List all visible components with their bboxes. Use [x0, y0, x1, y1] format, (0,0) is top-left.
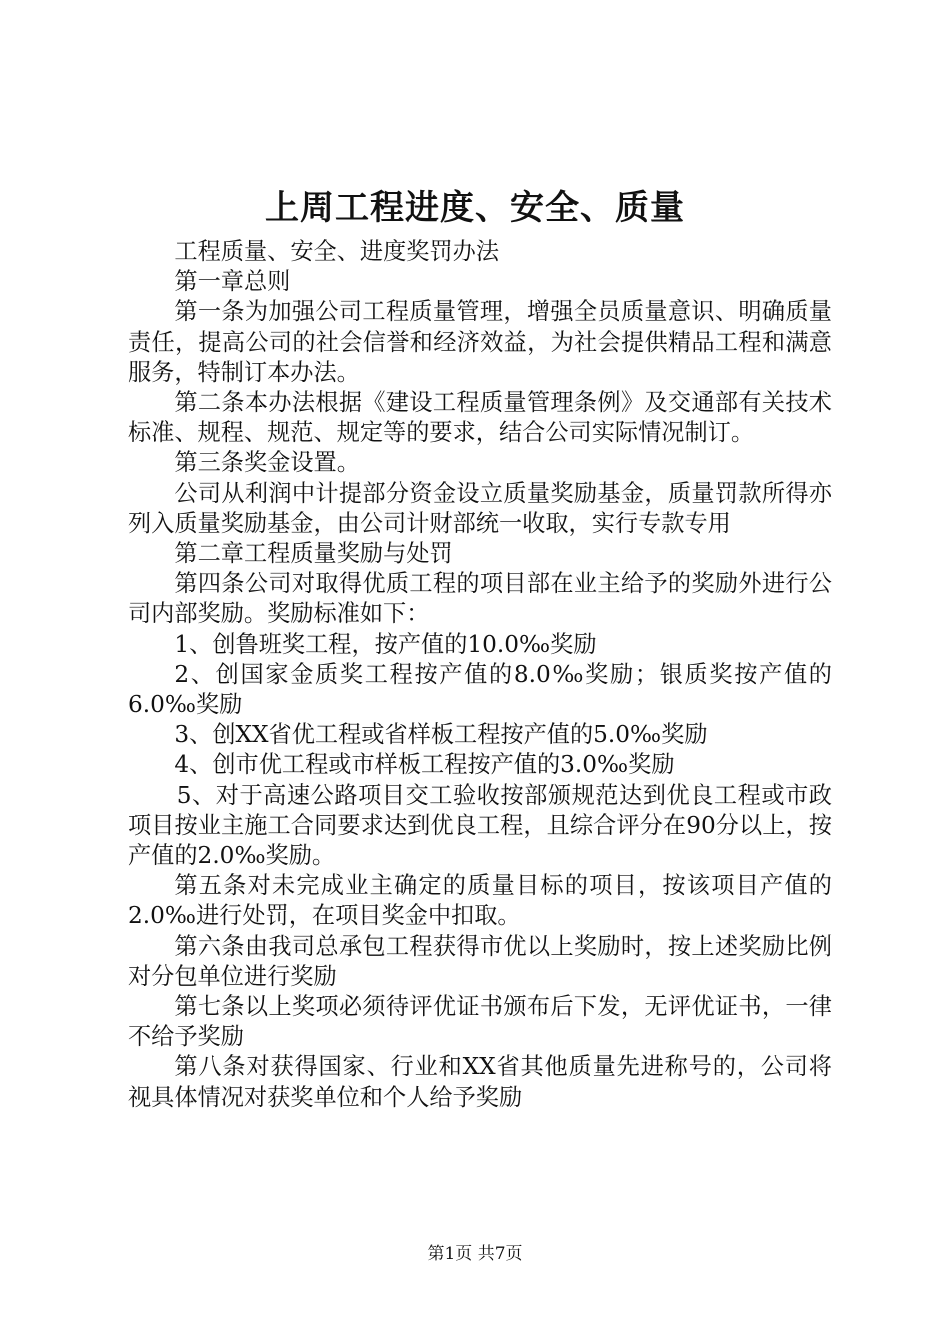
- paragraph-item-1: 1、创鲁班奖工程，按产值的10.0‰奖励: [174, 630, 597, 658]
- paragraph-article-6: 第六条由我司总承包工程获得市优以上奖励时，按上述奖励比例对分包单位进行奖励: [128, 932, 832, 990]
- paragraph-article-2: 第二条本办法根据《建设工程质量管理条例》及交通部有关技术标准、规程、规范、规定等的要求，结合公司实际情况制订。: [128, 389, 832, 447]
- page-footer: 第1页 共7页: [427, 1244, 523, 1264]
- paragraph-article-8: 第八条对获得国家、行业和XX省其他质量先进称号的，公司将视具体情况对获奖单位和个人给予奖励: [128, 1053, 832, 1111]
- paragraph-article-1: 第一条为加强公司工程质量管理，增强全员质量意识、明确质量责任，提高公司的社会信誉和经济效益，为社会提供精品工程和满意服务，特制订本办法。: [128, 298, 832, 386]
- paragraph-article-3: 第三条奖金设置。: [174, 449, 360, 477]
- paragraph-fund: 公司从利润中计提部分资金设立质量奖励基金，质量罚款所得亦列入质量奖励基金，由公司计财部统一收取，实行专款专用: [128, 479, 832, 537]
- paragraph-article-4: 第四条公司对取得优质工程的项目部在业主给予的奖励外进行公司内部奖励。奖励标准如下：: [128, 570, 832, 628]
- paragraph-chapter-1: 第一章总则: [174, 268, 291, 296]
- paragraph-item-3: 3、创XX省优工程或省样板工程按产值的5.0‰奖励: [174, 721, 708, 749]
- paragraph-subtitle: 工程质量、安全、进度奖罚办法: [174, 238, 500, 265]
- paragraph-item-2: 2、创国家金质奖工程按产值的8.0‰奖励；银质奖按产值的6.0‰奖励: [128, 660, 832, 719]
- paragraph-article-5: 第五条对未完成业主确定的质量目标的项目，按该项目产值的2.0‰进行处罚，在项目奖金中扣取。: [128, 872, 832, 930]
- paragraph-article-7: 第七条以上奖项必须待评优证书颁布后下发，无评优证书，一律不给予奖励: [128, 993, 832, 1051]
- paragraph-item-4: 4、创市优工程或市样板工程按产值的3.0‰奖励: [174, 751, 675, 779]
- paragraph-chapter-2: 第二章工程质量奖励与处罚: [174, 540, 453, 568]
- document-body: [128, 237, 832, 1113]
- document-title: 上周工程进度、安全、质量: [265, 188, 685, 228]
- paragraph-item-5: 5、对于高速公路项目交工验收按部颁规范达到优良工程或市政项目按业主施工合同要求达到优良工程，且综合评分在90分以上，按产值的2.0‰奖励。: [128, 781, 832, 870]
